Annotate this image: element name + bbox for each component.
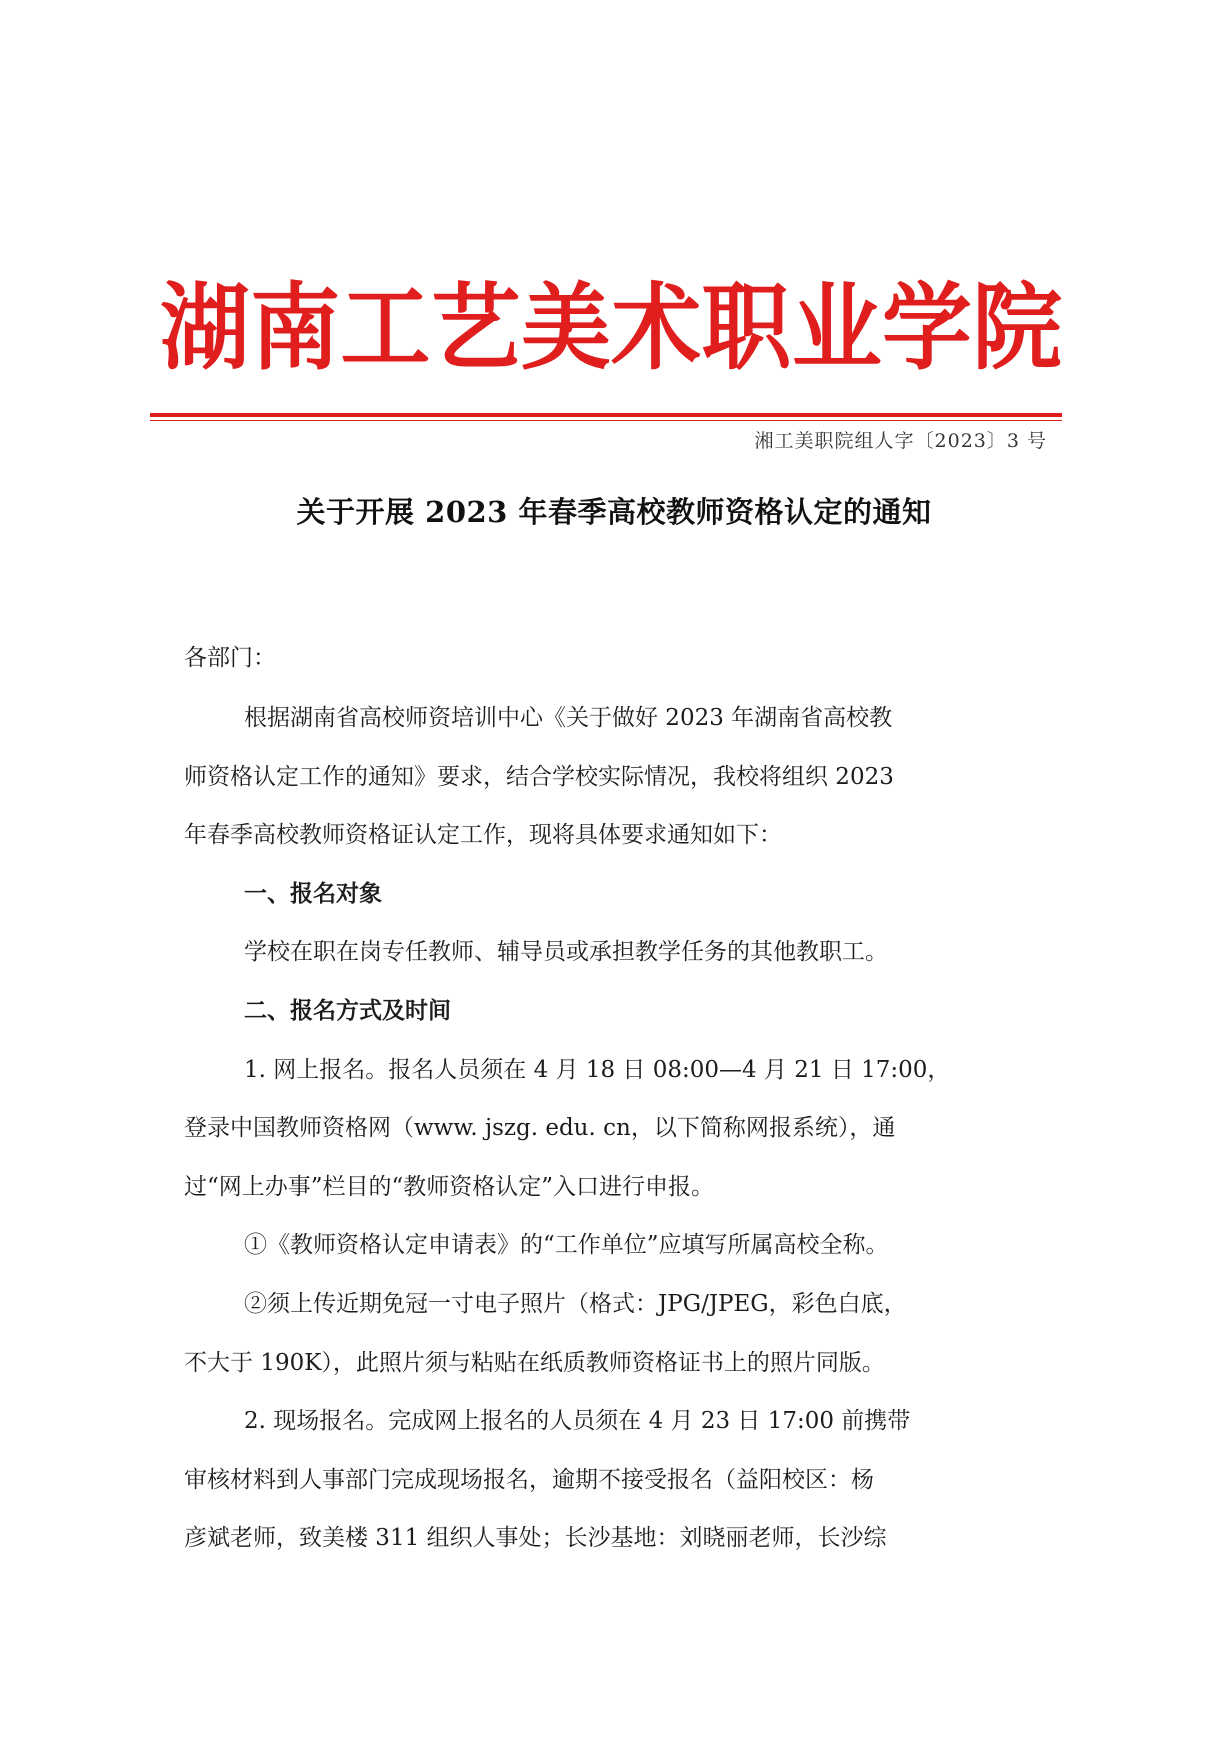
body-line: 1. 网上报名。报名人员须在 4 月 18 日 08:00—4 月 21 日 17:00， <box>244 1056 951 1083</box>
body-line: 不大于 190K），此照片须与粘贴在纸质教师资格证书上的照片同版。 <box>184 1349 885 1376</box>
body-line: 2. 现场报名。完成网上报名的人员须在 4 月 23 日 17:00 前携带 <box>244 1408 911 1435</box>
document-number: 湘工美职院组人字〔2023〕3 号 <box>754 430 1047 452</box>
body-line: 师资格认定工作的通知》要求，结合学校实际情况，我校将组织 2023 <box>184 763 894 790</box>
body-line: ①《教师资格认定申请表》的“工作单位”应填写所属高校全称。 <box>244 1232 889 1259</box>
body-line: ②须上传近期免冠一寸电子照片（格式：JPG/JPEG，彩色白底， <box>244 1290 907 1317</box>
body-line: 年春季高校教师资格证认定工作，现将具体要求通知如下： <box>184 822 782 849</box>
body-line: 过“网上办事”栏目的“教师资格认定”入口进行申报。 <box>184 1173 715 1200</box>
header-red-rule-thin <box>150 420 1062 421</box>
section-heading-1: 一、报名对象 <box>244 879 382 907</box>
salutation: 各部门： <box>184 645 276 671</box>
institution-name-header: 湖南工艺美术职业学院 <box>160 273 1063 383</box>
document-body <box>184 689 1048 1568</box>
document-title: 关于开展 2023 年春季高校教师资格认定的通知 <box>296 495 932 529</box>
section-heading-2: 二、报名方式及时间 <box>244 996 451 1024</box>
body-line: 根据湖南省高校师资培训中心《关于做好 2023 年湖南省高校教 <box>244 705 893 731</box>
header-red-rule <box>150 413 1062 417</box>
body-line: 审核材料到人事部门完成现场报名，逾期不接受报名（益阳校区：杨 <box>184 1466 874 1493</box>
body-line: 登录中国教师资格网（www. jszg. edu. cn，以下简称网报系统），通 <box>184 1115 896 1142</box>
body-line: 彦斌老师，致美楼 311 组织人事处；长沙基地：刘晓丽老师，长沙综 <box>184 1525 887 1552</box>
body-line: 学校在职在岗专任教师、辅导员或承担教学任务的其他教职工。 <box>244 939 888 966</box>
